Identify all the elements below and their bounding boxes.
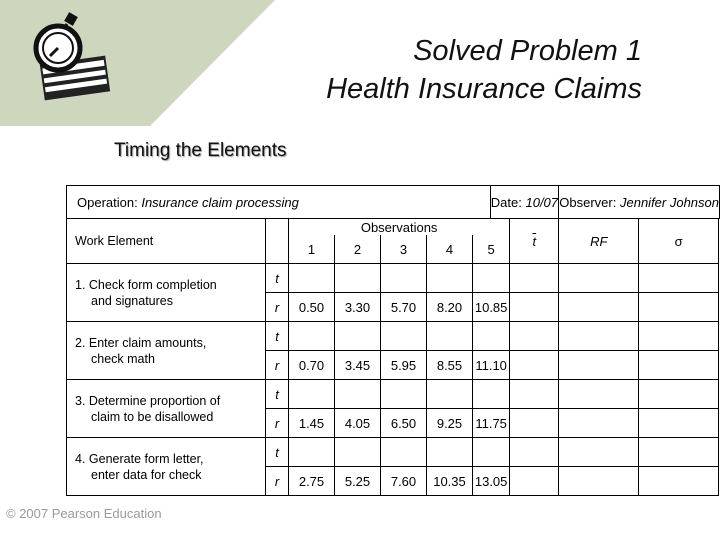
reading-cell: 6.50 <box>381 409 427 438</box>
t-label: t <box>266 264 289 293</box>
reading-cell: 2.75 <box>289 467 335 496</box>
reading-cell: 11.10 <box>473 351 510 380</box>
observer-value: Jennifer Johnson <box>619 194 719 210</box>
work-element-name <box>67 322 266 380</box>
r-label: r <box>266 293 289 322</box>
t-bar-label: $\overline{t}$ <box>532 233 537 249</box>
work-element-header: Work Element <box>67 219 266 264</box>
column-header-row <box>67 219 720 236</box>
r-label: r <box>266 409 289 438</box>
reading-cell: 8.20 <box>427 293 473 322</box>
reading-cell: 3.30 <box>335 293 381 322</box>
reading-cell: 1.45 <box>289 409 335 438</box>
rf-label: RF <box>590 233 608 249</box>
work-element-line-2: claim to be disallowed <box>91 409 214 424</box>
reading-cell: 10.35 <box>427 467 473 496</box>
observations-header: Observations <box>289 219 510 236</box>
reading-cell: 13.05 <box>473 467 510 496</box>
reading-cell: 8.55 <box>427 351 473 380</box>
tr-header <box>266 219 289 264</box>
reading-cell: 10.85 <box>473 293 510 322</box>
copyright-footer: © 2007 Pearson Education <box>6 506 162 521</box>
work-element-name <box>67 264 266 322</box>
reading-cell: 5.95 <box>381 351 427 380</box>
info-row <box>67 186 720 219</box>
time-study-table <box>66 185 720 496</box>
table-row <box>67 322 720 351</box>
date-cell <box>490 186 559 219</box>
work-element-name <box>67 380 266 438</box>
operation-value: Insurance claim processing <box>141 194 299 210</box>
t-label: t <box>266 380 289 409</box>
stopwatch-paperwork-icon <box>20 10 120 110</box>
t-label: t <box>266 438 289 467</box>
reading-cell: 3.45 <box>335 351 381 380</box>
work-element-line-1: 2. Enter claim amounts, <box>75 335 207 350</box>
observer-cell <box>559 186 720 219</box>
reading-cell: 0.70 <box>289 351 335 380</box>
operation-cell <box>67 186 491 219</box>
work-element-line-2: check math <box>91 351 155 366</box>
table-row <box>67 438 720 467</box>
reading-cell: 4.05 <box>335 409 381 438</box>
r-label: r <box>266 351 289 380</box>
reading-cell: 5.25 <box>335 467 381 496</box>
obs-number-3: 3 <box>381 235 427 264</box>
rf-header <box>559 219 639 264</box>
t-label: t <box>266 322 289 351</box>
work-element-line-2: enter data for check <box>91 467 202 482</box>
sigma-header: σ <box>639 219 719 264</box>
obs-number-4: 4 <box>427 235 473 264</box>
work-element-line-1: 3. Determine proportion of <box>75 393 221 408</box>
r-label: r <box>266 467 289 496</box>
reading-cell: 9.25 <box>427 409 473 438</box>
observer-label: Observer: <box>559 194 617 210</box>
slide-title <box>202 32 642 108</box>
date-label: Date: <box>490 194 522 210</box>
obs-number-5: 5 <box>473 235 510 264</box>
work-element-line-2: and signatures <box>91 293 174 308</box>
reading-cell: 5.70 <box>381 293 427 322</box>
obs-number-1: 1 <box>289 235 335 264</box>
obs-number-2: 2 <box>335 235 381 264</box>
t-bar-header <box>510 219 559 264</box>
title-line-2: Health Insurance Claims <box>326 73 642 105</box>
reading-cell: 11.75 <box>473 409 510 438</box>
work-element-line-1: 4. Generate form letter, <box>75 451 204 466</box>
reading-cell: 0.50 <box>289 293 335 322</box>
work-element-line-1: 1. Check form completion <box>75 277 217 292</box>
table-row <box>67 264 720 293</box>
section-title: Timing the Elements <box>114 140 287 161</box>
operation-label: Operation: <box>77 194 138 210</box>
table-row <box>67 380 720 409</box>
title-line-1: Solved Problem 1 <box>413 35 642 67</box>
spacer <box>719 219 720 264</box>
date-value: 10/07 <box>525 194 559 210</box>
reading-cell: 7.60 <box>381 467 427 496</box>
work-element-name <box>67 438 266 496</box>
